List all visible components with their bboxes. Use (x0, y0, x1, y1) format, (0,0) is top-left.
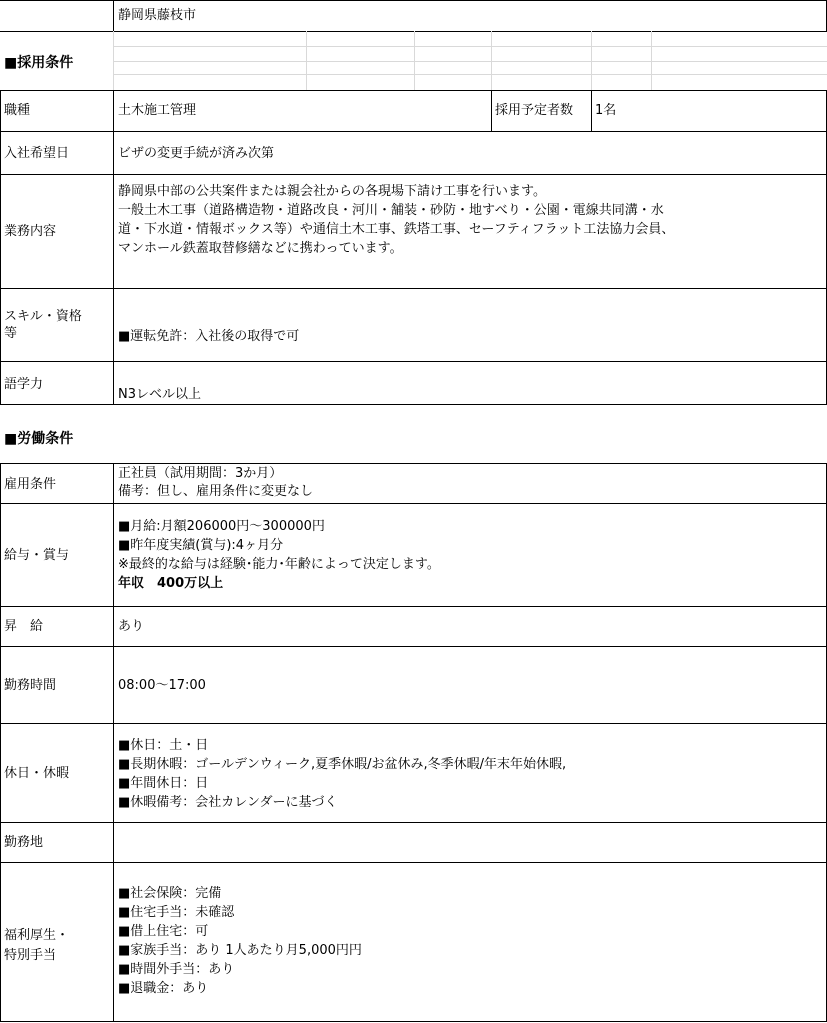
salary-value (118, 517, 440, 593)
employment-value (118, 465, 313, 501)
duties-line: マンホール鉄蓋取替修繕などに携わっています。 (118, 241, 403, 256)
welfare-line: ■住宅手当：未確認 (118, 905, 235, 920)
skills-label (4, 308, 82, 342)
duties-line: 一般土木工事（道路構造物・道路改良・河川・舗装・砂防・地すべり・公園・電線共同溝・水 (118, 203, 664, 218)
welfare-value (118, 884, 362, 998)
start-date-value: ビザの変更手続が済み次第 (118, 146, 275, 161)
raise-label: 昇 給 (4, 619, 44, 634)
duties-line: 静岡県中部の公共案件または親会社からの各現場下請け工事を行います。 (118, 184, 546, 199)
start-date-label: 入社希望日 (4, 146, 70, 161)
holidays-line: ■長期休暇：ゴールデンウィーク,夏季休暇/お盆休み,冬季休暇/年末年始休暇, (118, 757, 567, 772)
salary-line: ■月給:月額206000円～300000円 (118, 519, 325, 534)
salary-line: ※最終的な給与は経験･能力･年齢によって決定します。 (118, 557, 440, 572)
duties-label: 業務内容 (4, 224, 57, 239)
section-hiring-conditions: ■採用条件 (4, 55, 74, 71)
location-value: 静岡県藤枝市 (118, 8, 197, 23)
duties-line: 道・下水道・情報ボックス等）や通信土木工事、鉄塔工事、セーフティフラット工法協力会員、 (118, 222, 675, 237)
duties-value (118, 182, 674, 258)
employment-line: 正社員（試用期間：3か月） (118, 466, 283, 481)
planned-hires-label: 採用予定者数 (495, 103, 574, 118)
welfare-line: ■社会保険：完備 (118, 886, 222, 901)
welfare-line: ■時間外手当：あり (118, 962, 235, 977)
job-type-value: 土木施工管理 (118, 103, 197, 118)
skills-label-line: 等 (4, 326, 18, 341)
annual-income: 年収 400万以上 (118, 576, 224, 591)
salary-line: ■昨年度実績(賞与):4ヶ月分 (118, 538, 284, 553)
welfare-line: ■家族手当：あり 1人あたり月5,000円円 (118, 943, 362, 958)
job-type-label: 職種 (4, 103, 31, 118)
holidays-value (118, 736, 566, 812)
language-value: N3レベル以上 (118, 387, 201, 402)
welfare-label-line: 福利厚生・ (4, 928, 70, 943)
employment-label: 雇用条件 (4, 477, 57, 492)
skills-value: ■運転免許：入社後の取得で可 (118, 329, 300, 344)
raise-value: あり (118, 619, 145, 634)
holidays-line: ■年間休日：日 (118, 776, 209, 791)
hours-value: 08:00～17:00 (118, 678, 206, 693)
hours-label: 勤務時間 (4, 678, 57, 693)
planned-hires-value: 1名 (595, 103, 617, 118)
welfare-label (4, 926, 69, 966)
salary-label: 給与・賞与 (4, 548, 70, 563)
welfare-label-line: 特別手当 (4, 948, 57, 963)
language-label: 語学力 (4, 377, 44, 392)
holidays-line: ■休暇備考：会社カレンダーに基づく (118, 795, 338, 810)
holidays-label: 休日・休暇 (4, 766, 70, 781)
skills-label-line: スキル・資格 (4, 309, 82, 324)
workplace-label: 勤務地 (4, 835, 44, 850)
welfare-line: ■借上住宅：可 (118, 924, 209, 939)
employment-line: 備考：但し、雇用条件に変更なし (118, 484, 314, 499)
section-labor-conditions: ■労働条件 (4, 431, 74, 447)
holidays-line: ■休日：土・日 (118, 738, 209, 753)
welfare-line: ■退職金：あり (118, 981, 209, 996)
